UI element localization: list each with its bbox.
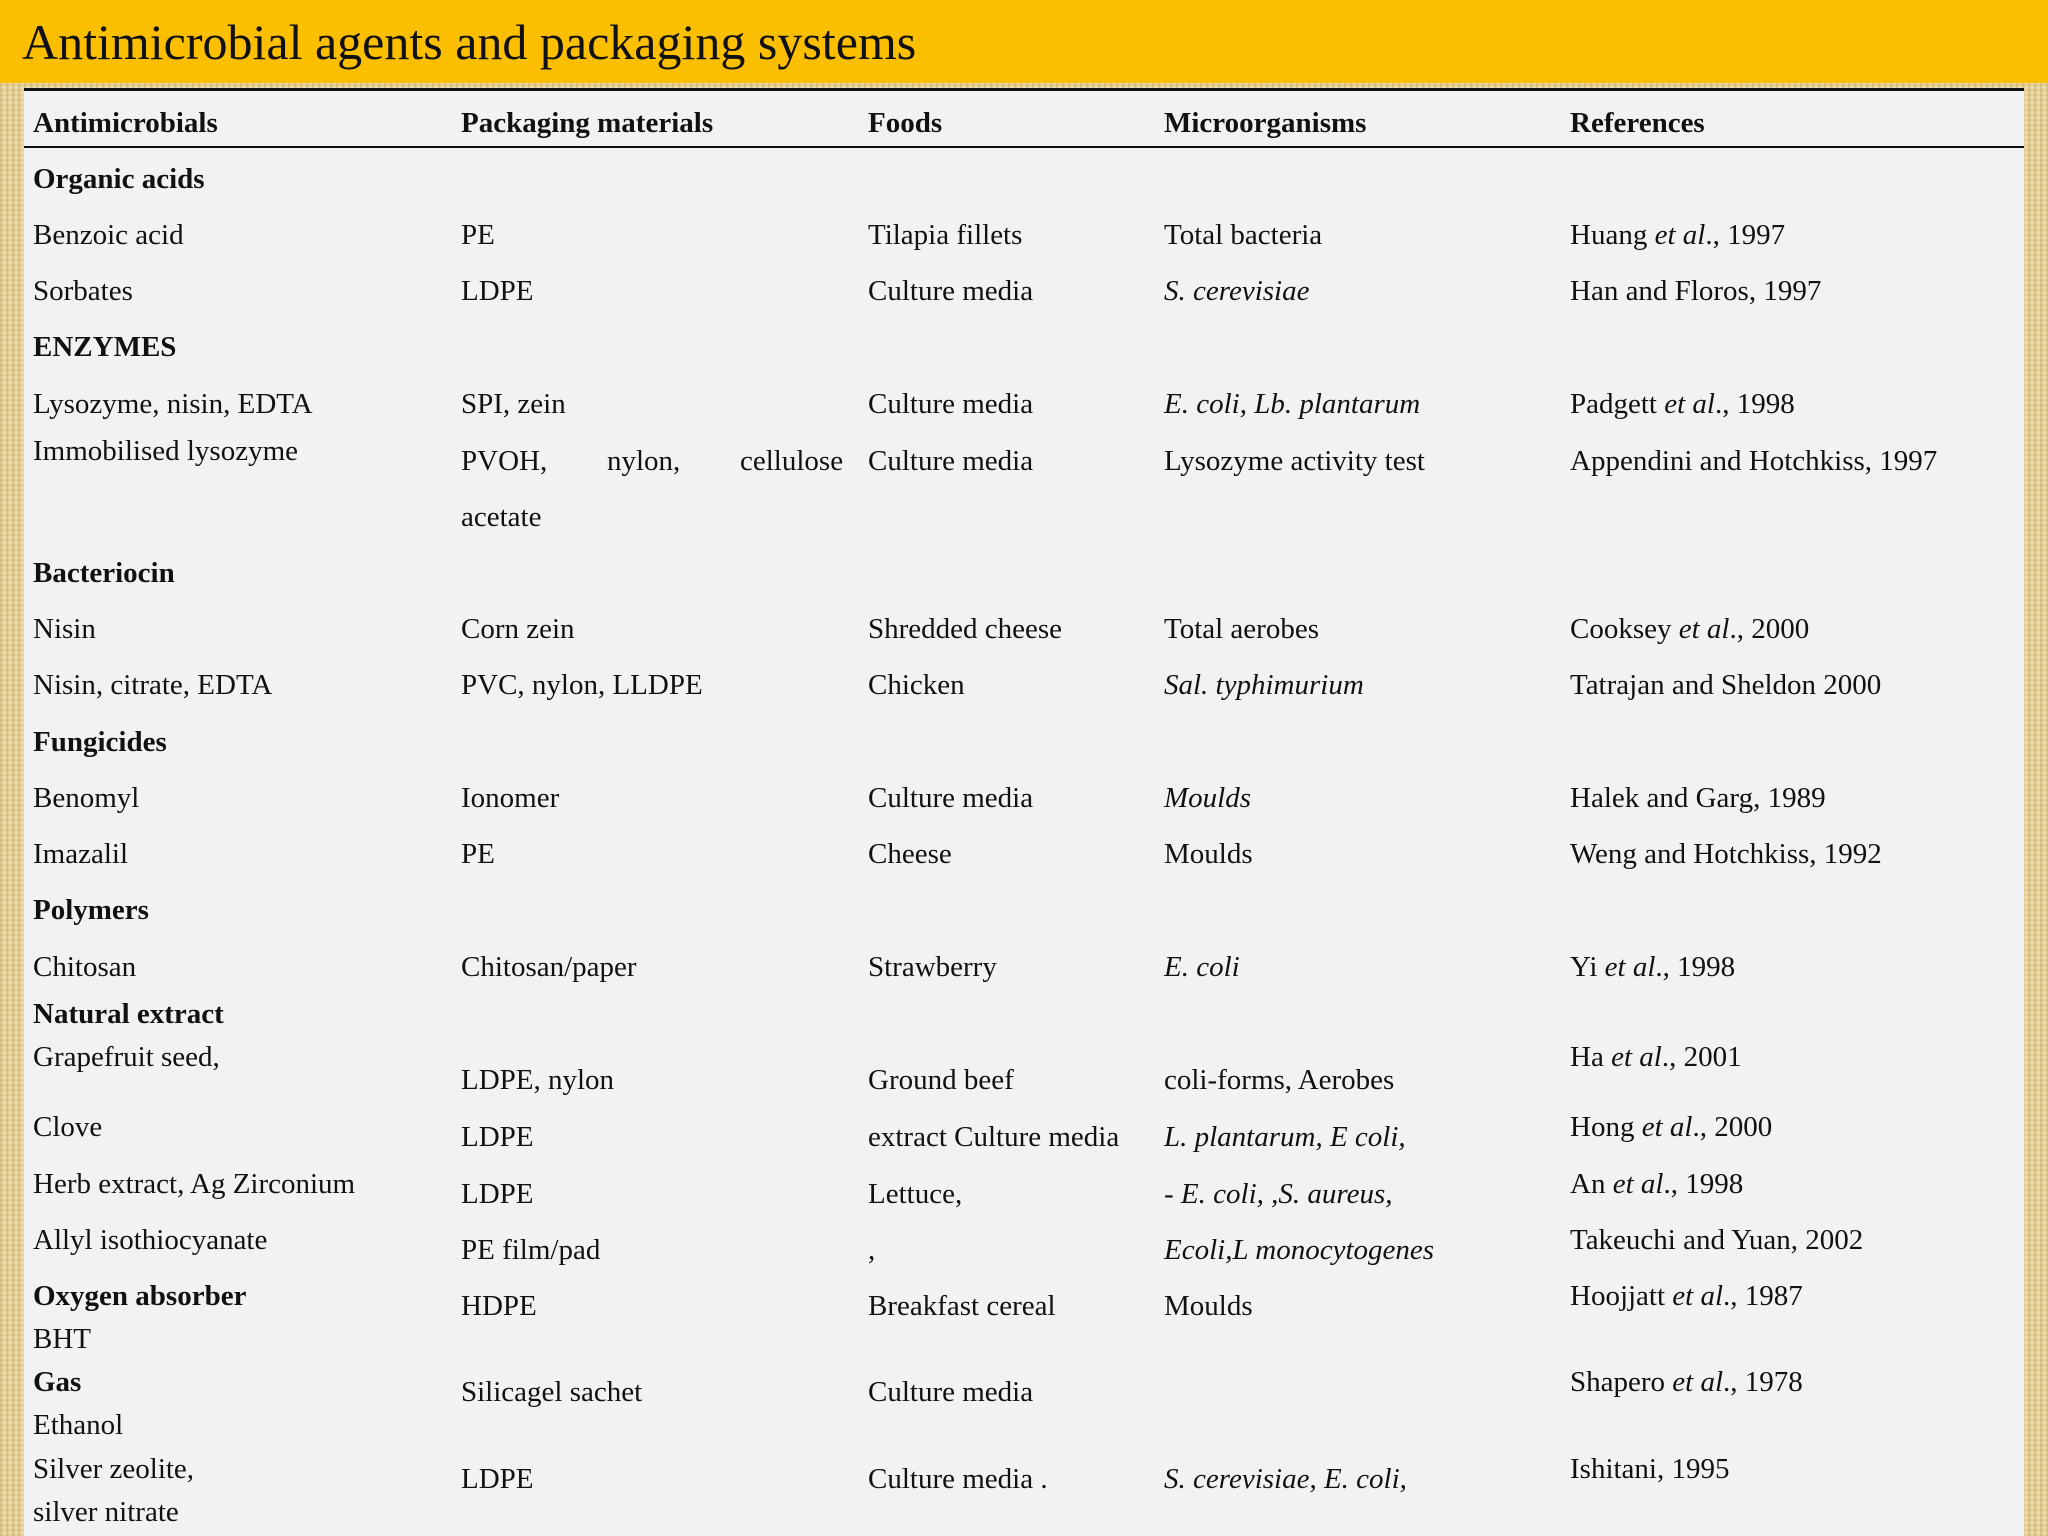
cell-antimicrobial: Chitosan <box>33 951 137 983</box>
cell-microorganism: Ecoli,L monocytogenes <box>1164 1234 1435 1266</box>
cell-antimicrobial: Allyl isothiocyanate <box>33 1224 268 1256</box>
cell-reference: Appendini and Hotchkiss, 1997 <box>1570 445 1938 477</box>
group-bacteriocin: Bacteriocin <box>33 557 175 589</box>
cell-packaging: Ionomer <box>461 782 560 814</box>
header-packaging: Packaging materials <box>461 107 714 139</box>
title-banner <box>0 0 2048 83</box>
cell-food: Chicken <box>868 669 965 701</box>
cell-packaging: acetate <box>461 501 542 533</box>
header-foods: Foods <box>868 107 943 139</box>
cell-antimicrobial: Benzoic acid <box>33 219 184 251</box>
cell-antimicrobial: silver nitrate <box>33 1496 179 1528</box>
cell-antimicrobial: Silver zeolite, <box>33 1453 195 1485</box>
cell-reference: Hong et al., 2000 <box>1570 1111 1773 1143</box>
cell-packaging: LDPE <box>461 275 534 307</box>
cell-food: Culture media <box>868 388 1034 420</box>
cell-food: Strawberry <box>868 951 997 983</box>
cell-microorganism: - E. coli, ,S. aureus, <box>1164 1178 1393 1210</box>
cell-packaging: LDPE <box>461 1121 534 1153</box>
cell-reference: Huang et al., 1997 <box>1570 219 1786 251</box>
cell-reference: Tatrajan and Sheldon 2000 <box>1570 669 1882 701</box>
cell-antimicrobial: Benomyl <box>33 782 140 814</box>
header-references: References <box>1570 107 1705 139</box>
cell-packaging: PE <box>461 838 495 870</box>
group-fungicides: Fungicides <box>33 726 167 758</box>
cell-reference: Takeuchi and Yuan, 2002 <box>1570 1224 1864 1256</box>
table-header-rule <box>24 146 2024 148</box>
cell-reference: Hoojjatt et al., 1987 <box>1570 1280 1803 1312</box>
cell-packaging: HDPE <box>461 1290 537 1322</box>
cell-reference: An et al., 1998 <box>1570 1168 1744 1200</box>
cell-food: Culture media <box>868 445 1034 477</box>
group-polymers: Polymers <box>33 894 149 926</box>
cell-reference: Yi et al., 1998 <box>1570 951 1736 983</box>
cell-antimicrobial: Imazalil <box>33 838 129 870</box>
cell-antimicrobial: BHT <box>33 1323 91 1355</box>
cell-reference: Halek and Garg, 1989 <box>1570 782 1826 814</box>
group-organic-acids: Organic acids <box>33 163 205 195</box>
cell-reference: Shapero et al., 1978 <box>1570 1366 1803 1398</box>
cell-antimicrobial: Herb extract, Ag Zirconium <box>33 1168 356 1200</box>
cell-microorganism: Sal. typhimurium <box>1164 669 1364 701</box>
cell-packaging: Chitosan/paper <box>461 951 637 983</box>
cell-antimicrobial: Ethanol <box>33 1409 124 1441</box>
cell-food: Lettuce, <box>868 1178 963 1210</box>
page-title: Antimicrobial agents and packaging systems <box>22 14 917 70</box>
cell-packaging: LDPE <box>461 1463 534 1495</box>
cell-packaging: PVOH, <box>461 445 548 477</box>
cell-packaging: Corn zein <box>461 613 575 645</box>
cell-packaging: SPI, zein <box>461 388 566 420</box>
cell-reference: Ishitani, 1995 <box>1570 1453 1730 1485</box>
cell-microorganism: L. plantarum, E coli, <box>1164 1121 1406 1153</box>
table-top-rule <box>24 88 2024 91</box>
cell-packaging: PVC, nylon, LLDPE <box>461 669 703 701</box>
cell-packaging: nylon, <box>607 445 681 477</box>
cell-microorganism: E. coli <box>1164 951 1240 983</box>
cell-microorganism: S. cerevisiae <box>1164 275 1310 307</box>
cell-microorganism: Lysozyme activity test <box>1164 445 1425 477</box>
cell-food: Tilapia fillets <box>868 219 1023 251</box>
cell-antimicrobial: Immobilised lysozyme <box>33 435 298 467</box>
cell-antimicrobial: Grapefruit seed, <box>33 1041 220 1073</box>
cell-food: Culture media . <box>868 1463 1048 1495</box>
cell-antimicrobial: Nisin <box>33 613 96 645</box>
cell-reference: Weng and Hotchkiss, 1992 <box>1570 838 1882 870</box>
cell-food: Culture media <box>868 275 1034 307</box>
cell-microorganism: Total bacteria <box>1164 219 1323 251</box>
cell-microorganism: S. cerevisiae, E. coli, <box>1164 1463 1407 1495</box>
cell-reference: Padgett et al., 1998 <box>1570 388 1795 420</box>
group-enzymes: ENZYMES <box>33 331 177 363</box>
cell-packaging: Silicagel sachet <box>461 1376 643 1408</box>
cell-reference: Cooksey et al., 2000 <box>1570 613 1810 645</box>
header-antimicrobials: Antimicrobials <box>33 107 218 139</box>
cell-packaging: LDPE, nylon <box>461 1064 615 1096</box>
cell-antimicrobial: Clove <box>33 1111 103 1143</box>
cell-food: , <box>868 1234 876 1266</box>
cell-food: extract Culture media <box>868 1121 1120 1153</box>
group-oxygen-absorber: Oxygen absorber <box>33 1280 247 1312</box>
cell-microorganism: Total aerobes <box>1164 613 1319 645</box>
cell-food: Breakfast cereal <box>868 1290 1056 1322</box>
group-gas: Gas <box>33 1366 82 1398</box>
cell-packaging: cellulose <box>740 445 844 477</box>
cell-microorganism: Moulds <box>1164 782 1251 814</box>
cell-antimicrobial: Lysozyme, nisin, EDTA <box>33 388 313 420</box>
cell-packaging: PE film/pad <box>461 1234 601 1266</box>
cell-microorganism: E. coli, Lb. plantarum <box>1164 388 1421 420</box>
cell-packaging: LDPE <box>461 1178 534 1210</box>
cell-reference: Han and Floros, 1997 <box>1570 275 1822 307</box>
cell-microorganism: Moulds <box>1164 838 1253 870</box>
cell-reference: Ha et al., 2001 <box>1570 1041 1742 1073</box>
cell-microorganism: Moulds <box>1164 1290 1253 1322</box>
cell-antimicrobial: Nisin, citrate, EDTA <box>33 669 273 701</box>
cell-packaging: PE <box>461 219 495 251</box>
cell-food: Shredded cheese <box>868 613 1063 645</box>
header-microorganisms: Microorganisms <box>1164 107 1367 139</box>
cell-food: Cheese <box>868 838 952 870</box>
cell-antimicrobial: Sorbates <box>33 275 133 307</box>
cell-food: Culture media <box>868 1376 1034 1408</box>
group-natural-extract: Natural extract <box>33 998 224 1030</box>
cell-food: Ground beef <box>868 1064 1014 1096</box>
cell-microorganism: coli-forms, Aerobes <box>1164 1064 1395 1096</box>
cell-food: Culture media <box>868 782 1034 814</box>
